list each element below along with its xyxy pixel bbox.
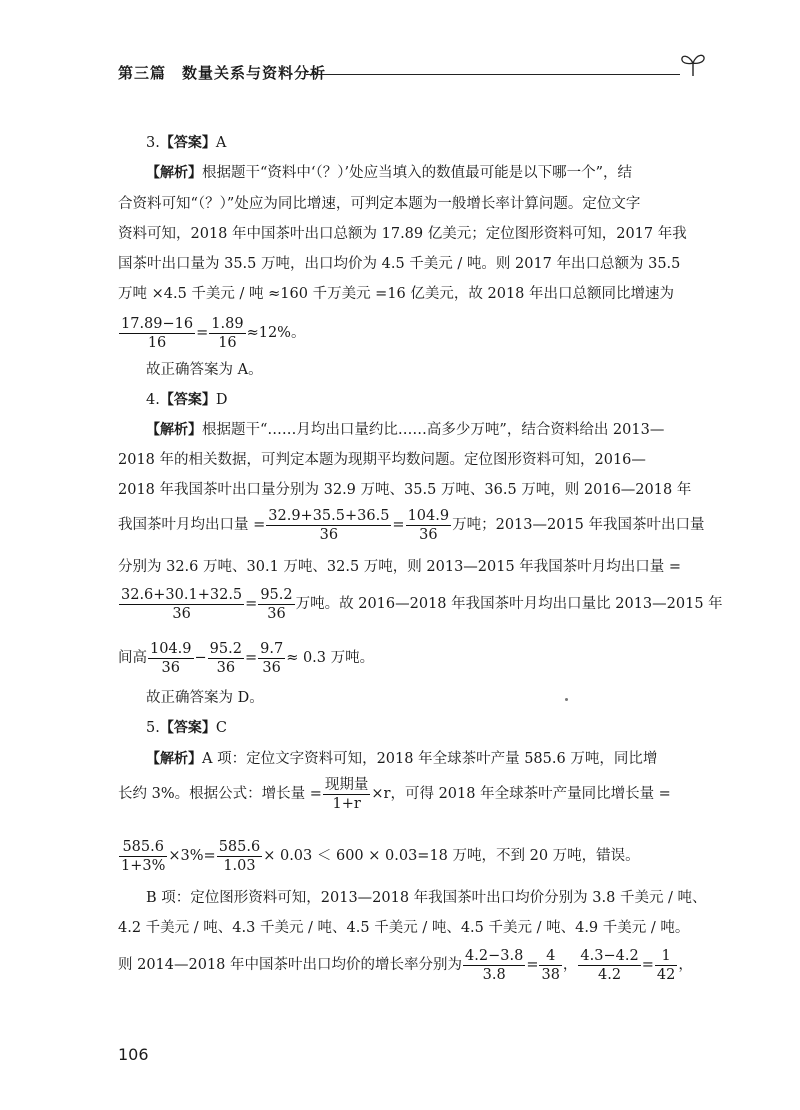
q3-conclusion: 故正确答案为 A。 [146, 362, 263, 378]
fraction: $\frac{585.6}{1+3\%}$ [121, 838, 166, 874]
q4-formula-line: 间高 $\frac{104.9}{36}$ − $\frac{95.2}{36}$ = $\frac{9.7}{36}$ ≈ 0.3 万吨。 [118, 640, 375, 676]
q4-formula-line: $\frac{32.6+30.1+32.5}{36}$ = $\frac{95.2}{36}$ 万吨。故 2016—2018 年我国茶叶月均出口量比 2013—2015 年 [121, 586, 723, 622]
q5-analysis-line: 4.2 千美元 / 吨、4.3 千美元 / 吨、4.5 千美元 / 吨、4.5 千美元 / 吨、4.9 千美元 / 吨。 [118, 920, 690, 936]
fraction: $\frac{4}{38}$ [541, 947, 560, 983]
fraction: $\frac{95.2}{36}$ [260, 586, 293, 622]
header-rule [306, 74, 680, 75]
q3-analysis-line: 国茶叶出口量为 35.5 万吨，出口均价为 4.5 千美元 / 吨。则 2017 年出口总额为 35.5 [118, 256, 681, 272]
q3-analysis-line: 合资料可知“（？）”处应为同比增速，可判定本题为一般增长率计算问题。定位文字 [118, 196, 641, 212]
running-header [118, 62, 708, 86]
fraction: $\frac{104.9}{36}$ [407, 507, 450, 543]
fraction: $\frac{32.9+35.5+36.5}{36}$ [268, 507, 390, 543]
fraction: $\frac{1}{42}$ [656, 947, 676, 983]
q3-analysis-line: 资料可知，2018 年中国茶叶出口总额为 17.89 亿美元；定位图形资料可知，2017 年我 [118, 226, 687, 242]
q3-answer: 3.【答案】A [146, 135, 227, 151]
q4-formula-line: 我国茶叶月均出口量 = $\frac{32.9+35.5+36.5}{36}$ = $\frac{104.9}{36}$ 万吨；2013—2015 年我国茶叶出口量 [118, 507, 705, 543]
q4-analysis-line: 2018 年我国茶叶出口量分别为 32.9 万吨、35.5 万吨、36.5 万吨，则 2016—2018 年 [118, 482, 692, 498]
header-title: 第三篇 数量关系与资料分析 [118, 64, 327, 82]
q5-formula-line: 则 2014—2018 年中国茶叶出口均价的增长率分别为 $\frac{4.2-3.8}{3.8}$ = $\frac{4}{38}$ ， $\frac{4.3-4.2}{4.2}$ = $\frac{1}{42}$ ， [118, 947, 693, 983]
fraction: $\frac{104.9}{36}$ [150, 640, 192, 676]
page-number: 106 [118, 1045, 149, 1064]
q4-analysis-line: 2018 年的相关数据，可判定本题为现期平均数问题。定位图形资料可知，2016— [118, 452, 646, 468]
fraction: $\frac{585.6}{1.03}$ [218, 838, 261, 874]
q5-analysis-line: B 项：定位图形资料可知，2013—2018 年我国茶叶出口均价分别为 3.8 千美元 / 吨、 [146, 890, 707, 906]
q5-formula-line: $\frac{585.6}{1+3\%}$ ×3%= $\frac{585.6}{1.03}$ × 0.03 ＜ 600 × 0.03=18 万吨，不到 20 万吨，错误。 [121, 838, 640, 874]
q3-analysis-line: 万吨 ×4.5 千美元 / 吨 ≈160 千万美元 =16 亿美元，故 2018 年出口总额同比增速为 [118, 286, 675, 302]
q4-conclusion: 故正确答案为 D。 [146, 690, 264, 706]
fraction: $\frac{4.3-4.2}{4.2}$ [580, 947, 639, 983]
fraction: $\frac{32.6+30.1+32.5}{36}$ [121, 586, 243, 622]
q4-analysis-line: 分别为 32.6 万吨、30.1 万吨、32.5 万吨，则 2013—2015 年我国茶叶月均出口量 = [118, 559, 682, 575]
q5-formula-line: 长约 3%。根据公式：增长量 = $\frac{\text{现期量}}{1+r}$ ×r，可得 2018 年全球茶叶产量同比增长量 = [118, 776, 671, 812]
scan-speck [565, 698, 568, 701]
q5-analysis-line: 【解析】A 项：定位文字资料可知，2018 年全球茶叶产量 585.6 万吨，同比增 [146, 751, 658, 767]
fraction: $\frac{4.2-3.8}{3.8}$ [465, 947, 524, 983]
sprout-icon [678, 48, 708, 78]
fraction: $\frac{9.7}{36}$ [260, 640, 284, 676]
fraction: $\frac{95.2}{36}$ [209, 640, 242, 676]
q3-formula: $\frac{17.89-16}{16}$ = $\frac{1.89}{16}$ ≈12%。 [121, 315, 306, 351]
fraction: $\frac{17.89-16}{16}$ [121, 315, 194, 351]
q4-answer: 4.【答案】D [146, 392, 228, 408]
fraction: $\frac{\text{现期量}}{1+r}$ [324, 776, 369, 812]
q5-answer: 5.【答案】C [146, 720, 227, 736]
q3-analysis-line: 【解析】根据题干“资料中‘（？）’处应当填入的数值最可能是以下哪一个”，结 [146, 165, 633, 181]
q4-analysis-line: 【解析】根据题干“……月均出口量约比……高多少万吨”，结合资料给出 2013— [146, 422, 665, 438]
fraction: $\frac{1.89}{16}$ [211, 315, 244, 351]
